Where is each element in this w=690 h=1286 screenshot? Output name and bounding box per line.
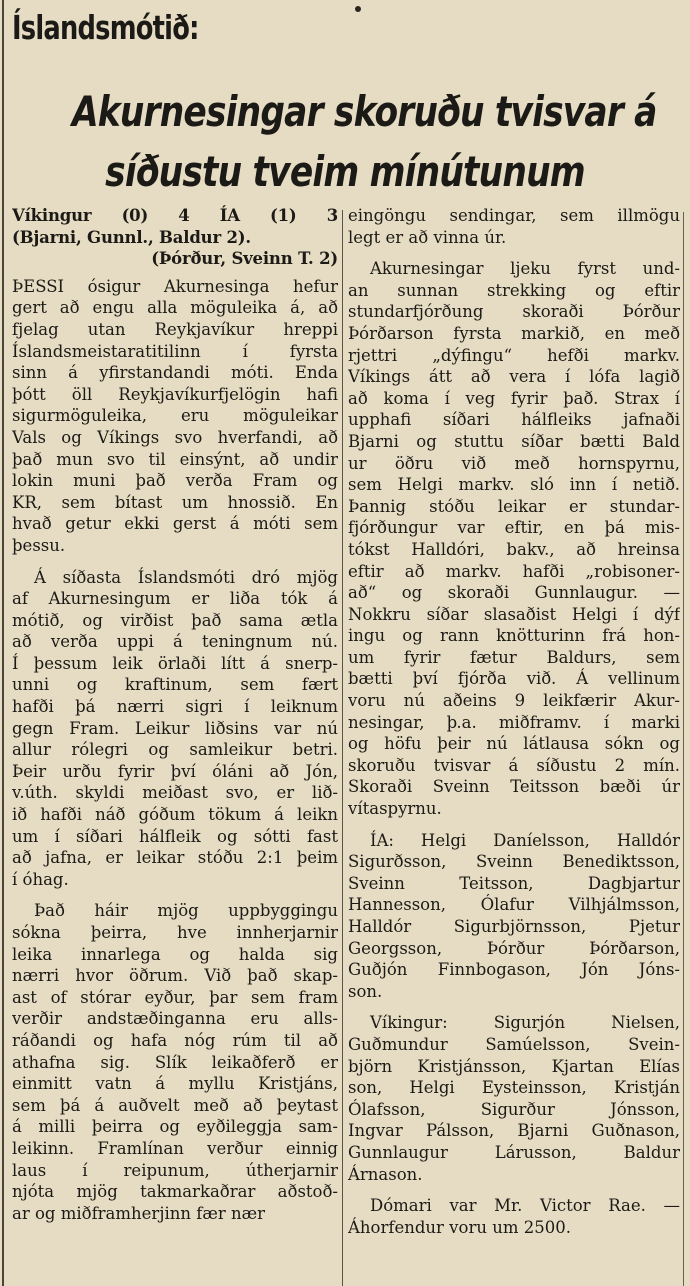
spacer (348, 1185, 680, 1195)
text-line: hafði þá nærri sigri í leiknum (12, 697, 338, 717)
text-line: leikinn. Framlínan verður einnig (12, 1138, 338, 1158)
text-line: eingöngu sendingar, sem illmögu (348, 206, 680, 225)
text-line: son, Helgi Eysteinsson, Kristján (348, 1078, 680, 1098)
text-line: Sigurðsson, Sveinn Benediktsson, (348, 852, 680, 872)
left-paragraph (12, 276, 338, 557)
text-line: á milli þeirra og eyðileggja sam- (12, 1117, 338, 1137)
spacer (12, 557, 338, 567)
text-line: upphafi síðari hálfleiks jafnaði (348, 410, 680, 430)
text-line: Georgsson, Þórður Þórðarson, (348, 938, 680, 958)
score-home: Víkingur (0) 4 (12, 206, 190, 225)
text-line: Þeir urðu fyrir því óláni að Jón, (12, 761, 338, 781)
text-line: legt er að vinna úr. (348, 227, 507, 247)
right-paragraph (348, 1195, 680, 1238)
right-paragraph (348, 830, 680, 1003)
text-line: og höfu þeir nú látlausa sókn og (348, 734, 680, 754)
text-line: stundarfjórðung skoraði Þórður (348, 302, 680, 322)
text-line: nærri hvor öðrum. Við það skap- (12, 966, 338, 986)
text-line: Vals og Víkings svo hverfandi, að (12, 427, 338, 447)
text-line: Víkingur: Sigurjón Nielsen, (370, 1013, 680, 1033)
left-paragraph (12, 900, 338, 1224)
right-paragraph (348, 205, 680, 248)
right-border-rule (683, 212, 684, 1286)
text-line: son. (348, 981, 383, 1001)
text-line: Bjarni og stuttu síðar bætti Bald (348, 431, 680, 451)
score-line-2: (Bjarni, Gunnl., Baldur 2). (12, 227, 251, 247)
text-line: sem Helgi markv. sló inn í netið. (348, 475, 680, 495)
text-line: þessu. (12, 535, 66, 555)
text-line: leika innarlega og halda sig (12, 944, 338, 964)
text-line: KR, sem bítast um hnossið. En (12, 492, 338, 512)
left-border-rule (2, 0, 4, 1286)
text-line: Í þessum leik örlaði lítt á snerp- (12, 653, 338, 673)
score-line-3: (Þórður, Sveinn T. 2) (151, 249, 338, 269)
spacer (348, 248, 680, 258)
spacer (12, 890, 338, 900)
text-line: Það háir mjög uppbyggingu (34, 901, 338, 921)
text-line: þótt öll Reykjavíkurfjelögin hafi (12, 384, 338, 404)
text-line: fjelag utan Reykjavíkur hreppi (12, 319, 338, 339)
text-line: Halldór Sigurbjörnsson, Pjetur (348, 917, 680, 936)
text-line: Áhorfendur voru um 2500. (348, 1217, 571, 1237)
headline-line-2: síðustu tveim mínútunum (105, 147, 585, 196)
text-line: ar og miðframherjinn fær nær (12, 1203, 265, 1223)
headline-line-1: Akurnesingar skoruðu tvisvar á (71, 87, 657, 136)
text-line: ÞESSI ósigur Akurnesinga hefur (12, 276, 338, 296)
text-line: sem þá á auðvelt með að þeytast (12, 1095, 338, 1115)
text-line: að koma í veg fyrir það. Strax í (348, 388, 680, 408)
text-line: Guðmundur Samúelsson, Svein- (348, 1034, 680, 1054)
text-line: allur rólegri og samleikur betri. (12, 740, 338, 760)
spacer (348, 820, 680, 830)
text-line: an sunnan strekking og eftir (348, 280, 680, 300)
text-line: sinn á yfirstandandi móti. Enda (12, 363, 338, 383)
text-line: Þannig stóðu leikar er stundar- (348, 496, 680, 516)
text-line: af Akurnesingum er liða tók á (12, 589, 338, 609)
right-paragraphs (348, 205, 680, 1238)
text-line: Árnason. (348, 1164, 423, 1184)
text-line: ið hafði náð góðum tökum á leikn (12, 805, 338, 825)
text-line: ráðandi og hafa nóg rúm til að (12, 1030, 338, 1050)
text-line: Akurnesingar ljeku fyrst und- (370, 259, 680, 279)
text-line: um fyrir fætur Baldurs, sem (348, 647, 680, 667)
text-line: Íslandsmeistaratitilinn í fyrsta (12, 341, 338, 361)
text-line: Skoraði Sveinn Teitsson bæði úr (348, 777, 680, 797)
left-column (12, 205, 338, 1224)
text-line: í óhag. (12, 869, 69, 889)
text-line: björn Kristjánsson, Kjartan Elías (348, 1056, 680, 1076)
text-line: Nokkru síðar slasaðist Helgi í dýf (348, 604, 680, 624)
column-divider (342, 210, 343, 1286)
text-line: einmitt vatn á myllu Kristjáns, (12, 1074, 338, 1094)
left-paragraph (12, 567, 338, 891)
text-line: voru nú aðeins 9 leikfærir Akur- (348, 691, 680, 711)
text-line: ÍA: Helgi Daníelsson, Halldór (370, 830, 680, 850)
text-line: Ólafsson, Sigurður Jónsson, (348, 1099, 680, 1119)
text-line: Þórðarson fyrsta markið, en með (348, 323, 680, 343)
text-line: sigurmöguleika, eru möguleikar (12, 406, 338, 426)
section-kicker: Íslandsmótið: (12, 8, 199, 47)
text-line: vítaspyrnu. (348, 799, 442, 819)
text-line: Guðjón Finnbogason, Jón Jóns- (348, 960, 680, 980)
text-line: að jafna, er leikar stóðu 2:1 þeim (12, 848, 338, 868)
text-line: eftir að markv. hafði „robisoner- (348, 561, 680, 581)
text-line: Dómari var Mr. Victor Rae. — (370, 1196, 680, 1216)
right-column (348, 205, 680, 1238)
text-line: skoruðu tvisvar á síðustu 2 mín. (348, 755, 680, 775)
score-line-1 (12, 205, 338, 227)
text-line: Á síðasta Íslandsmóti dró mjög (34, 567, 338, 587)
ink-dot (355, 6, 361, 12)
text-line: rjettri „dýfingu“ hefði markv. (348, 345, 680, 365)
text-line: Hannesson, Ólafur Vilhjálmsson, (348, 895, 680, 915)
text-line: ingu og rann knötturinn frá hon- (348, 626, 680, 646)
text-line: ur öðru við með hornspyrnu, (348, 453, 680, 473)
text-line: Sveinn Teitsson, Dagbjartur (348, 873, 680, 893)
left-paragraphs (12, 276, 338, 1225)
text-line: ast of stórar eyður, þar sem fram (12, 987, 338, 1007)
text-line: hvað getur ekki gerst á móti sem (12, 514, 338, 534)
score-away: ÍA (1) 3 (219, 206, 338, 225)
text-line: gert að engu alla möguleika á, að (12, 298, 338, 318)
text-line: um í síðari hálfleik og sótti fast (12, 826, 338, 846)
text-line: athafna sig. Slík leikaðferð er (12, 1052, 338, 1072)
text-line: verðir andstæðinganna eru alls- (12, 1009, 338, 1029)
text-line: Gunnlaugur Lárusson, Baldur (348, 1142, 680, 1162)
text-line: njóta mjög takmarkaðrar aðstoð- (12, 1182, 338, 1202)
text-line: það mun svo til einsýnt, að undir (12, 449, 338, 469)
text-line: lokin muni það verða Fram og (12, 471, 338, 491)
score-box (12, 205, 338, 270)
text-line: að verða uppi á teningnum nú. (12, 632, 338, 652)
spacer (348, 1002, 680, 1012)
text-line: bætti því fjórða við. Á vellinum (348, 669, 680, 689)
text-line: unni og kraftinum, sem fært (12, 675, 338, 695)
text-line: Víkings átt að vera í lófa lagið (348, 367, 680, 387)
text-line: gegn Fram. Leikur liðsins var nú (12, 718, 338, 738)
text-line: v.úth. skyldi meiðast svo, er lið- (12, 783, 338, 803)
text-line: fjórðungur var eftir, en þá mis- (348, 518, 680, 538)
text-line: mótið, og virðist það sama ætla (12, 610, 338, 630)
right-paragraph (348, 258, 680, 819)
text-line: að“ og skoraði Gunnlaugur. — (348, 583, 680, 603)
text-line: laus í reipunum, útherjarnir (12, 1160, 338, 1180)
right-paragraph (348, 1012, 680, 1185)
text-line: nesingar, þ.a. miðframv. í marki (348, 712, 680, 732)
article-headline (12, 82, 678, 202)
text-line: sókna þeirra, hve innherjarnir (12, 923, 338, 942)
text-line: tókst Halldóri, bakv., að hreinsa (348, 539, 680, 559)
text-line: Ingvar Pálsson, Bjarni Guðnason, (348, 1121, 680, 1141)
